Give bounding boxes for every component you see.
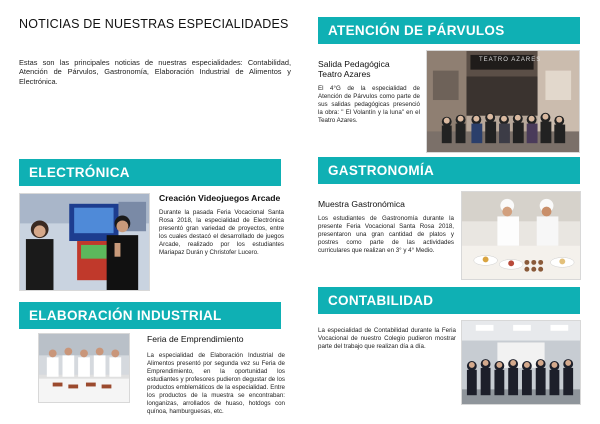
- article-body-contabilidad: La especialidad de Contabilidad durante la Feria Vocacional de nuestro Colegio pudieron mostrar parte del trabajo que realizan día a día.: [318, 327, 456, 350]
- section-heading-electronica: [19, 159, 281, 186]
- section-heading-gastronomia-label: GASTRONOMÍA: [328, 163, 435, 178]
- intro-paragraph: Estas son las principales noticias de nuestras especialidades: Contabilidad, Atención de Párvulos, Gastronomía, Elaboración Industrial de Alimentos y Electrónica.: [19, 58, 291, 86]
- article-title-gastronomia: Muestra Gastronómica: [318, 199, 405, 209]
- photo-contabilidad: [461, 320, 581, 405]
- photo-electronica-students: [19, 193, 150, 291]
- article-body-electronica: Durante la pasada Feria Vocacional Santa Rosa 2018, la especialidad de Electrónica presentó gran variedad de proyectos, entre los cuales destacó el desarrollado de juegos Arcade, realizado por los estudiantes Mariapaz Durán y Christofer Lucero.: [159, 209, 284, 256]
- section-heading-parvulos-label: ATENCIÓN DE PÁRVULOS: [328, 23, 505, 38]
- page-title: NOTICIAS DE NUESTRAS ESPECIALIDADES: [19, 17, 289, 31]
- article-title-parvulos: Salida Pedagógica Teatro Azares: [318, 59, 390, 80]
- article-title-electronica: Creación Videojuegos Arcade: [159, 193, 281, 203]
- section-heading-electronica-label: ELECTRÓNICA: [29, 165, 130, 180]
- article-body-gastronomia: Los estudiantes de Gastronomía durante la presente Feria Vocacional Santa Rosa 2018, presentaron una gran cantidad de platos y postres como parte de las actividades curriculares que realizan en 3° y 4° Medio.: [318, 215, 454, 254]
- article-body-parvulos: El 4°G de la especialidad de Atención de Párvulos como parte de sus salidas pedagógicas presenció la obra: " El Volantín y la luna" en el Teatro Azares.: [318, 85, 420, 124]
- section-heading-industrial-label: ELABORACIÓN INDUSTRIAL: [29, 308, 222, 323]
- photo-sign-text: TEATRO AZARES: [479, 57, 542, 63]
- article-body-industrial: La especialidad de Elaboración Industrial de Alimentos presentó por segunda vez su Feria de Emprendimiento, en la oportunidad los estudiantes y profesores pudieron degustar de los productos emblemáticos de la especialidad. Entre los productos de la muestra se encontraban: longanizas, arrollados de huaso, hotdogs con quínoa, hamburguesas, etc.: [147, 352, 285, 415]
- photo-feria-emprendimiento: [38, 333, 130, 403]
- section-heading-parvulos: [318, 17, 580, 44]
- section-heading-contabilidad: [318, 287, 580, 314]
- article-title-industrial: Feria de Emprendimiento: [147, 334, 244, 344]
- photo-teatro-azares: [426, 50, 580, 153]
- section-heading-industrial: [19, 302, 281, 329]
- section-heading-contabilidad-label: CONTABILIDAD: [328, 293, 434, 308]
- photo-gastronomia: [461, 191, 581, 280]
- section-heading-gastronomia: [318, 157, 580, 184]
